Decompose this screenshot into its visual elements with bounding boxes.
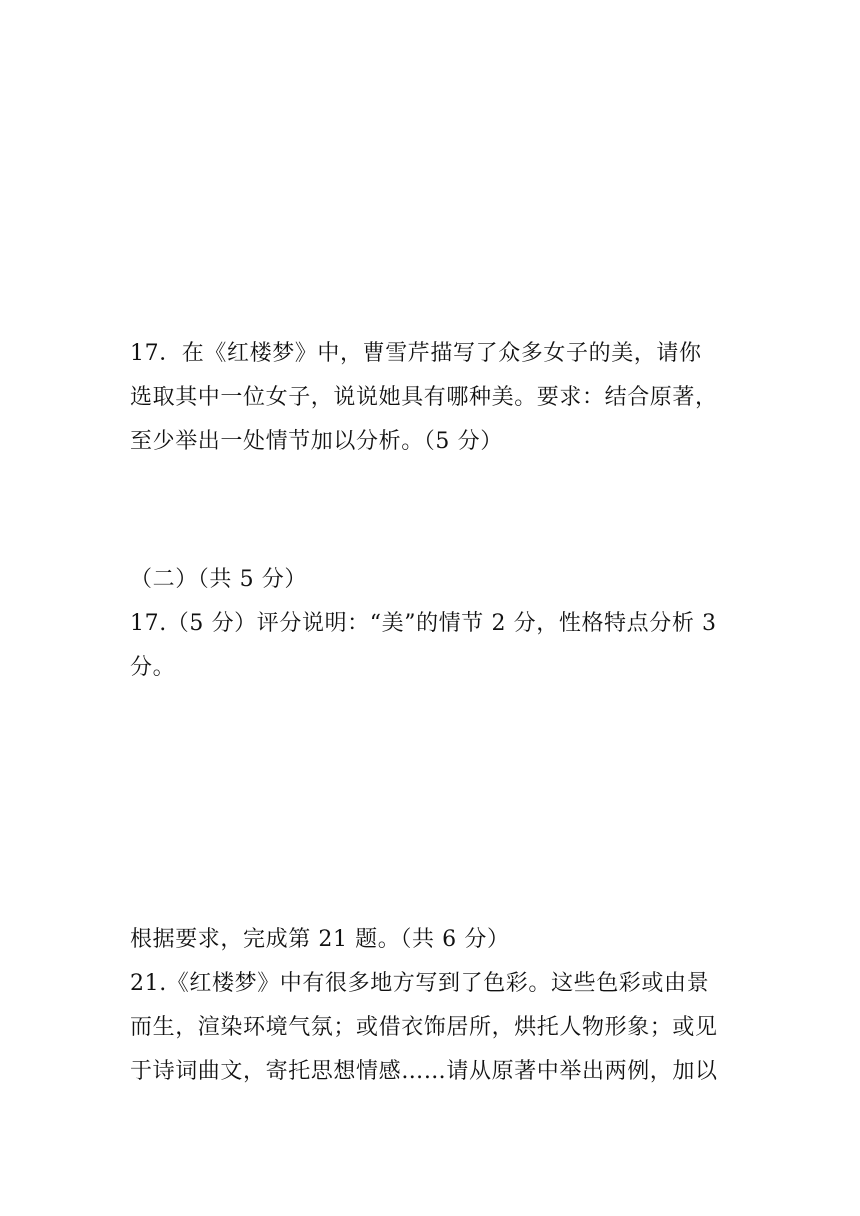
question-17-line-3: 至少举出一处情节加以分析。（5 分） bbox=[130, 429, 503, 454]
answer-17-line-2: 分。 bbox=[130, 655, 176, 680]
answer-section-heading: （二）（共 5 分） bbox=[130, 567, 307, 592]
question-21-line-2: 而生，渲染环境气氛；或借衣饰居所，烘托人物形象；或见 bbox=[130, 1015, 718, 1040]
question-17-line-2: 选取其中一位女子，说说她具有哪种美。要求：结合原著， bbox=[130, 385, 718, 410]
question-21-line-3: 于诗词曲文，寄托思想情感……请从原著中举出两例，加以 bbox=[130, 1059, 718, 1084]
question-17-line-1: 17．在《红楼梦》中，曹雪芹描写了众多女子的美，请你 bbox=[130, 341, 702, 366]
question-21-intro: 根据要求，完成第 21 题。（共 6 分） bbox=[130, 927, 510, 952]
question-21-line-1: 21.《红楼梦》中有很多地方写到了色彩。这些色彩或由景 bbox=[130, 971, 710, 996]
answer-17-line-1: 17.（5 分）评分说明：“美”的情节 2 分，性格特点分析 3 bbox=[130, 611, 717, 636]
